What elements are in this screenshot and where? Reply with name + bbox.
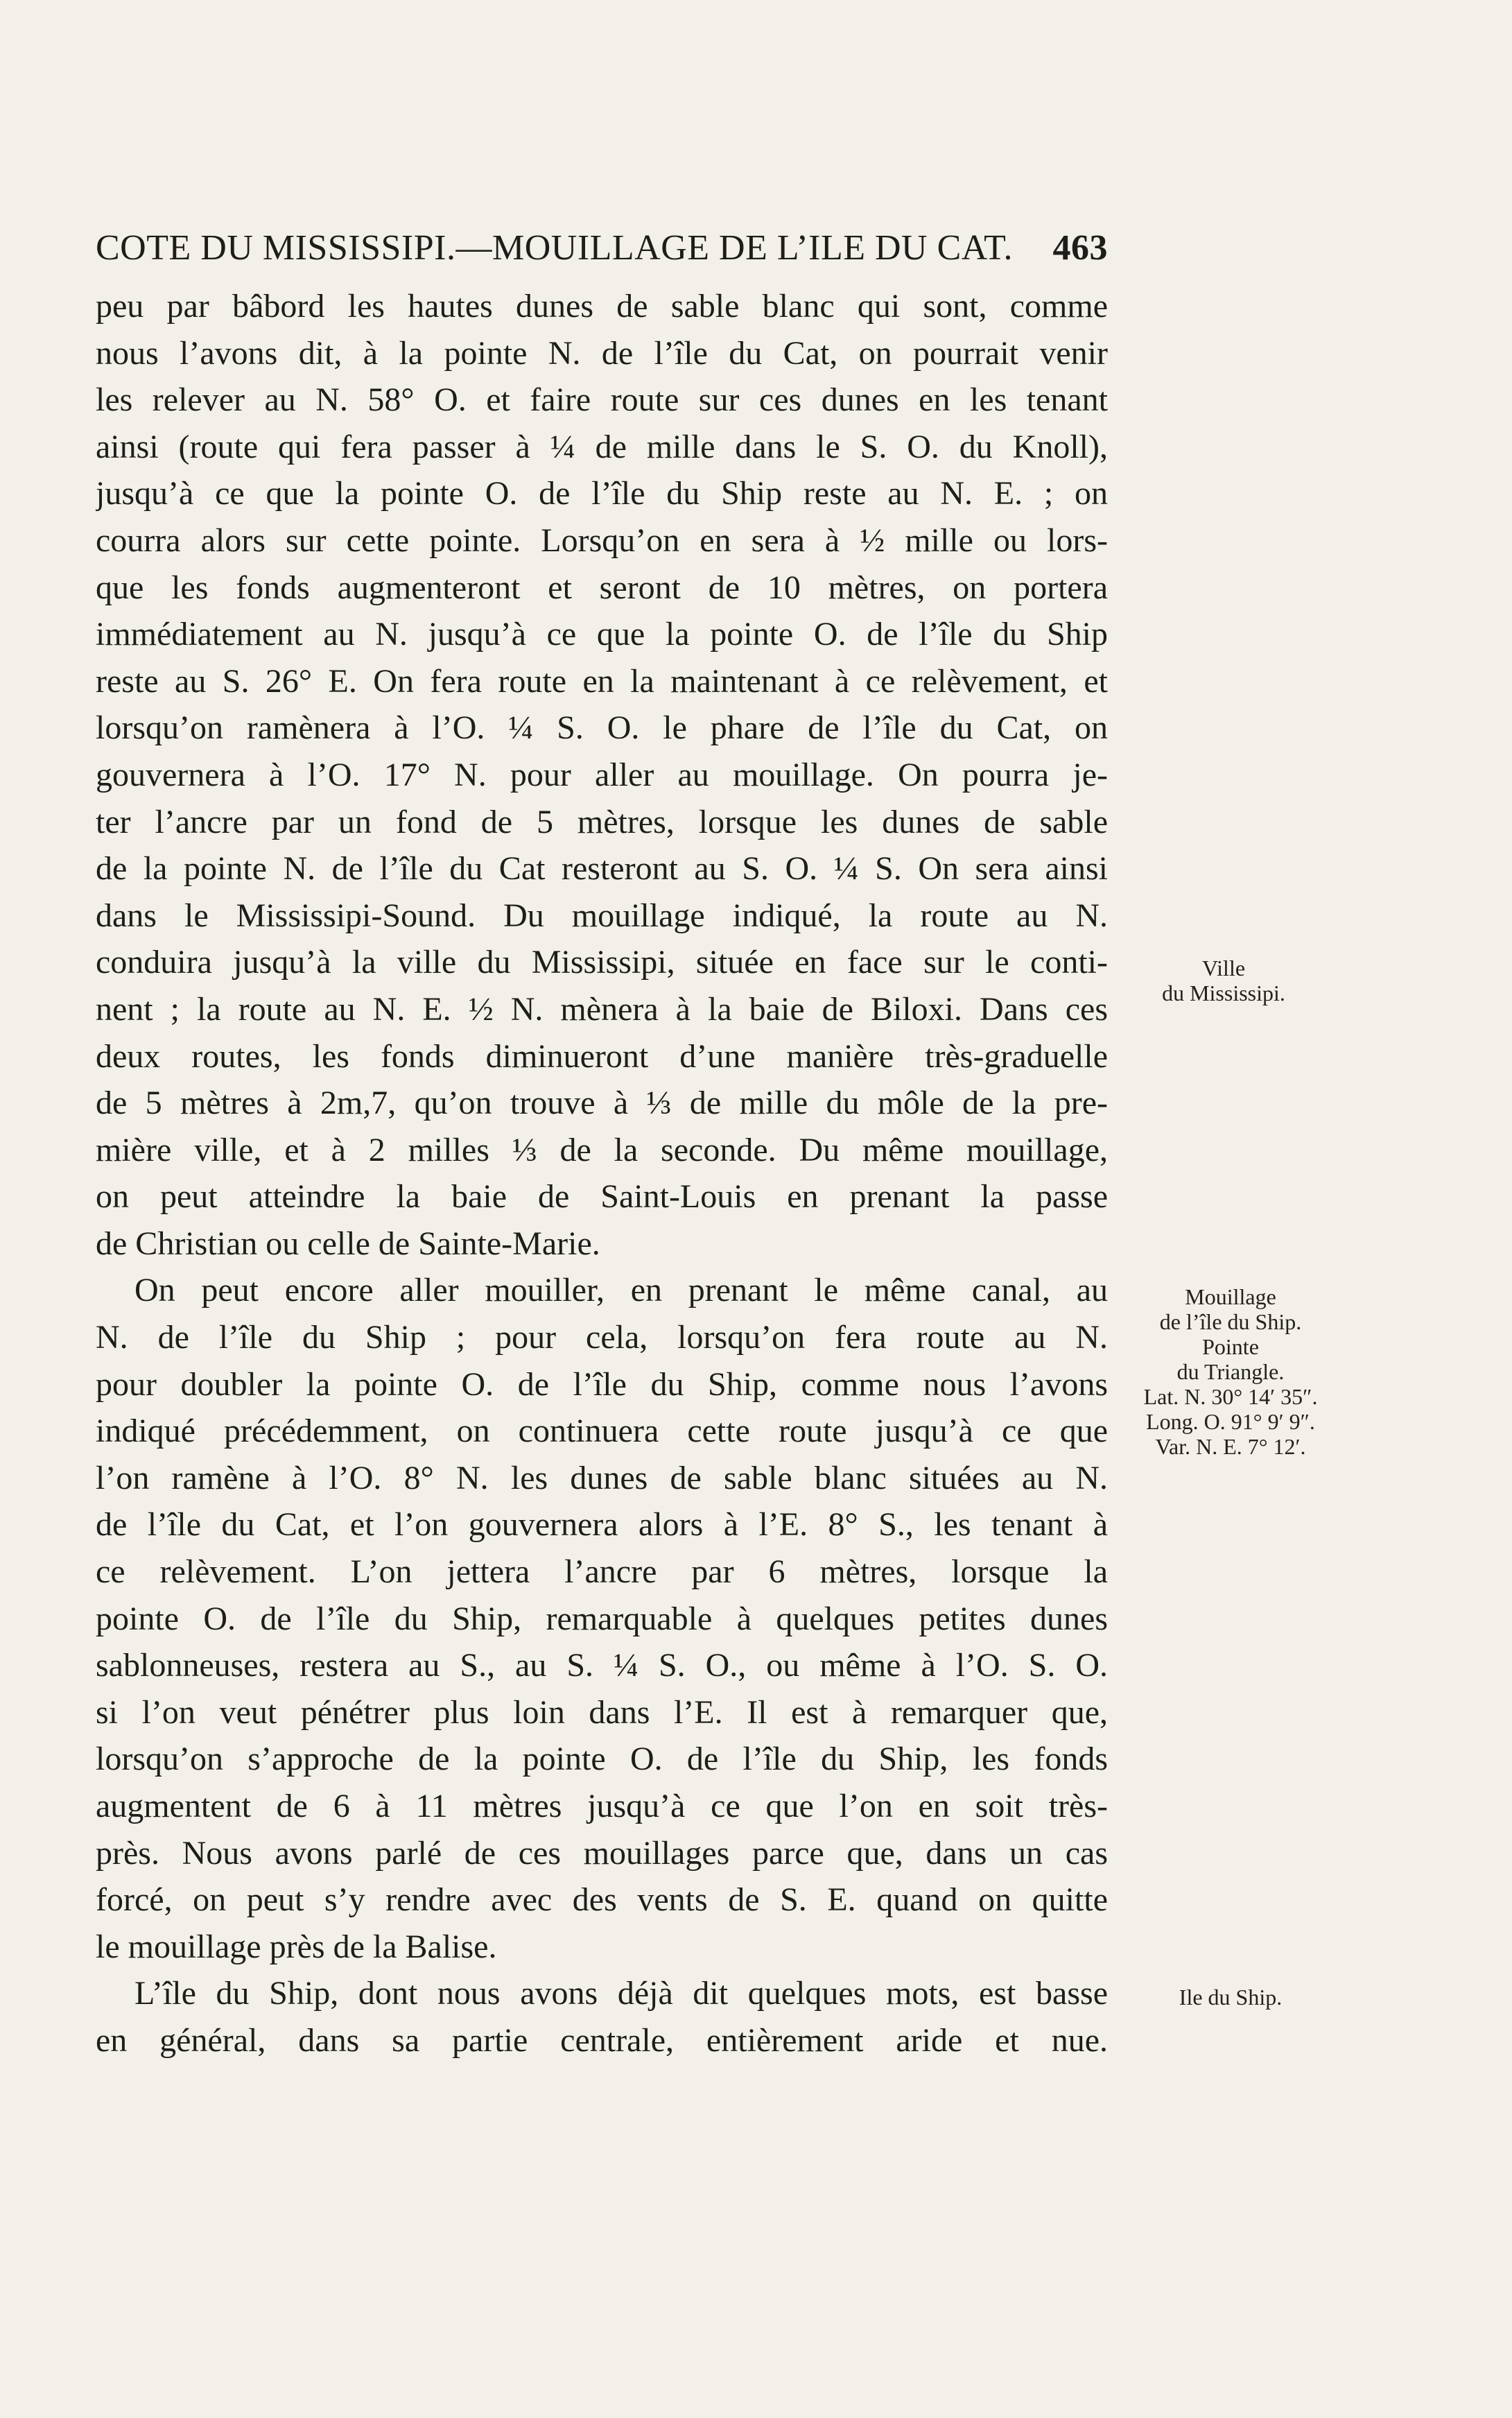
text-line: courra alors sur cette pointe. Lorsqu’on en sera à ½ mille ou lors- bbox=[96, 521, 1108, 559]
text-line: ainsi (route qui fera passer à ¼ de mille dans le S. O. du Knoll), bbox=[96, 428, 1108, 465]
text-line: en général, dans sa partie centrale, entièrement aride et nue. bbox=[96, 2021, 1108, 2059]
margin-note-ile-du-ship bbox=[1147, 1985, 1314, 2010]
text-line: de 5 mètres à 2m,7, qu’on trouve à ⅓ de mille du môle de la pre- bbox=[96, 1085, 1108, 1122]
text-line: de Christian ou celle de Sainte-Marie. bbox=[96, 1225, 600, 1262]
margin-note-line: Long. O. 91° 9′ 9″. bbox=[1146, 1409, 1315, 1434]
margin-note-mouillage bbox=[1127, 1284, 1335, 1459]
text-line: si l’on veut pénétrer plus loin dans l’E. Il est à remarquer que, bbox=[96, 1693, 1108, 1731]
margin-note-line: Ville bbox=[1201, 956, 1246, 981]
margin-note-line: Var. N. E. 7° 12′. bbox=[1155, 1434, 1306, 1459]
text-line: ce relèvement. L’on jettera l’ancre par 6 mètres, lorsque la bbox=[96, 1553, 1108, 1591]
text-line: deux routes, les fonds diminueront d’une manière très-graduelle bbox=[96, 1037, 1108, 1075]
text-line: nent ; la route au N. E. ½ N. mènera à la baie de Biloxi. Dans ces bbox=[96, 990, 1108, 1028]
margin-note-line: Lat. N. 30° 14′ 35″. bbox=[1143, 1384, 1318, 1409]
text-line: l’on ramène à l’O. 8° N. les dunes de sable blanc situées au N. bbox=[96, 1459, 1108, 1496]
text-line: lorsqu’on s’approche de la pointe O. de l’île du Ship, les fonds bbox=[96, 1741, 1108, 1778]
text-line: mière ville, et à 2 milles ⅓ de la seconde. Du même mouillage, bbox=[96, 1131, 1108, 1168]
text-line: reste au S. 26° E. On fera route en la maintenant à ce relèvement, et bbox=[96, 662, 1108, 700]
text-line: pointe O. de l’île du Ship, remarquable à quelques petites dunes bbox=[96, 1600, 1108, 1637]
margin-note-line: Ile du Ship. bbox=[1179, 1985, 1283, 2010]
margin-note-line: du Mississipi. bbox=[1162, 981, 1285, 1005]
text-line: immédiatement au N. jusqu’à ce que la pointe O. de l’île du Ship bbox=[96, 616, 1108, 653]
text-line: on peut atteindre la baie de Saint-Louis en prenant la passe bbox=[96, 1178, 1108, 1216]
text-line: L’île du Ship, dont nous avons déjà dit quelques mots, est basse bbox=[134, 1975, 1108, 2012]
text-line: lorsqu’on ramènera à l’O. ¼ S. O. le phare de l’île du Cat, on bbox=[96, 709, 1108, 747]
text-line: que les fonds augmenteront et seront de 10 mètres, on portera bbox=[96, 569, 1108, 606]
text-line: sablonneuses, restera au S., au S. ¼ S. O., ou même à l’O. S. O. bbox=[96, 1647, 1108, 1684]
running-title: COTE DU MISSISSIPI.—MOUILLAGE DE L’ILE DU CAT. bbox=[96, 228, 1013, 268]
text-line: le mouillage près de la Balise. bbox=[96, 1928, 497, 1965]
margin-note-line: Pointe bbox=[1202, 1334, 1259, 1359]
margin-note-line: Mouillage bbox=[1185, 1284, 1276, 1309]
text-line: augmentent de 6 à 11 mètres jusqu’à ce que l’on en soit très- bbox=[96, 1788, 1108, 1824]
text-line: ter l’ancre par un fond de 5 mètres, lorsque les dunes de sable bbox=[96, 803, 1108, 840]
text-line: jusqu’à ce que la pointe O. de l’île du Ship reste au N. E. ; on bbox=[96, 475, 1108, 512]
margin-note-ville bbox=[1144, 956, 1303, 1005]
text-line: de la pointe N. de l’île du Cat resteront au S. O. ¼ S. On sera ainsi bbox=[96, 850, 1108, 888]
text-line: près. Nous avons parlé de ces mouillages parce que, dans un cas bbox=[96, 1834, 1108, 1872]
page-header bbox=[96, 221, 1108, 276]
margin-note-line: du Triangle. bbox=[1176, 1359, 1285, 1384]
text-line: conduira jusqu’à la ville du Mississipi, située en face sur le conti- bbox=[96, 944, 1108, 981]
text-line: dans le Mississipi-Sound. Du mouillage indiqué, la route au N. bbox=[96, 897, 1108, 934]
text-line: indiqué précédemment, on continuera cette route jusqu’à ce que bbox=[96, 1413, 1108, 1450]
text-line: pour doubler la pointe O. de l’île du Ship, comme nous l’avons bbox=[96, 1365, 1108, 1403]
text-line: de l’île du Cat, et l’on gouvernera alors à l’E. 8° S., les tenant à bbox=[96, 1506, 1108, 1544]
text-line: gouvernera à l’O. 17° N. pour aller au mouillage. On pourra je- bbox=[96, 756, 1108, 793]
text-line: les relever au N. 58° O. et faire route sur ces dunes en les tenant bbox=[96, 381, 1108, 419]
page-number: 463 bbox=[1052, 228, 1108, 268]
text-line: nous l’avons dit, à la pointe N. de l’île du Cat, on pourrait venir bbox=[96, 334, 1108, 372]
text-line: peu par bâbord les hautes dunes de sable blanc qui sont, comme bbox=[96, 288, 1108, 325]
margin-note-line: de l’île du Ship. bbox=[1159, 1309, 1302, 1334]
text-line: N. de l’île du Ship ; pour cela, lorsqu’on fera route au N. bbox=[96, 1319, 1108, 1356]
body-text bbox=[96, 283, 1108, 2064]
text-line: On peut encore aller mouiller, en prenant le même canal, au bbox=[134, 1272, 1108, 1309]
text-line: forcé, on peut s’y rendre avec des vents de S. E. quand on quitte bbox=[96, 1881, 1108, 1919]
